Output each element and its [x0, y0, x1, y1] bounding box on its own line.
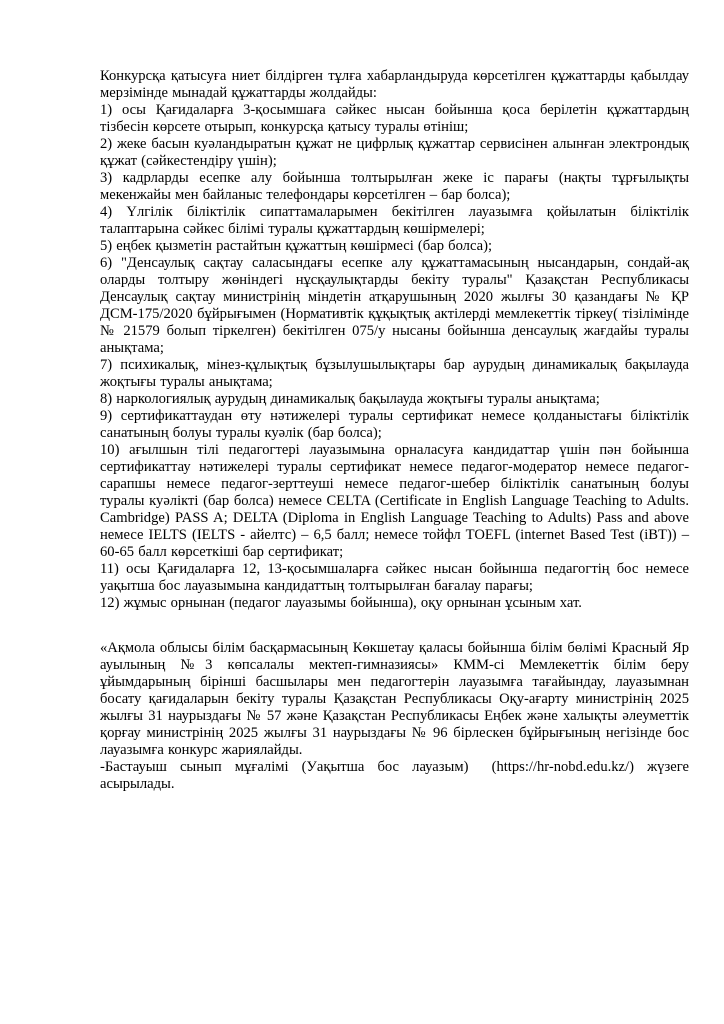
list-item-12: 12) жұмыс орнынан (педагог лауазымы бойынша), оқу орнынан ұсыным хат.: [100, 595, 582, 611]
announcement-paragraph: «Ақмола облысы білім басқармасының Көкшетау қаласы бойынша білім бөлімі Красный Яр ауылының №3 көпсалалы мектеп-гимназиясы» КММ-сі Мемлекеттік білім беру ұйымдарының бірінші басшылары мен педагогтерін лауазымға тағайындау, лауазымнан босату қағидаларын бекіту туралы Қазақстан Республикасы Оқу-ағарту министрінің 2025 жылғы 31 наурыздағы № 57 және Қазақстан Республикасы Еңбек және халықты әлеуметтік қорғау министрінің 2025 жылғы 31 наурыздағы № 96 бірлескен бұйрығының негізінде бос лауазымға конкурс жариялайды.: [100, 640, 689, 758]
vacancy-title: -Бастауыш сынып мұғалімі (Уақытша бос лауазым): [100, 759, 469, 775]
list-item-7: 7) психикалық, мінез-құлықтық бұзылушылықтары бар аурудың динамикалық бақылауда жоқтығы туралы анықтама;: [100, 357, 689, 390]
list-item-11: 11) осы Қағидаларға 12, 13-қосымшаларға сәйкес нысан бойынша педагогтің бос немесе уақытша бос лауазымына кандидаттың толтырылған бағалау парағы;: [100, 561, 689, 594]
list-item-2: 2) жеке басын куәландыратын құжат не цифрлық құжаттар сервисінен алынған электрондық құжат (сәйкестендіру үшін);: [100, 136, 689, 169]
vacancy-line: [100, 759, 689, 793]
vacancy-suffix: жүзеге асырылады.: [100, 759, 689, 792]
list-item-3: 3) кадрларды есепке алу бойынша толтырылған жеке іс парағы (нақты тұрғылықты мекенжайы мен байланыс телефондары көрсетілген – бар болса);: [100, 170, 689, 203]
list-item-1: 1) осы Қағидаларға 3-қосымшаға сәйкес нысан бойынша қоса берілетін құжаттардың тізбесін көрсете отырып, конкурсқа қатысу туралы өтініш;: [100, 102, 689, 135]
list-item-8: 8) наркологиялық аурудың динамикалық бақылауда жоқтығы туралы анықтама;: [100, 391, 600, 407]
vacancy-url: (https://hr-nobd.edu.kz/): [491, 759, 634, 775]
list-item-4: 4) Үлгілік біліктілік сипаттамаларымен бекітілген лауазымға қойылатын біліктілік талаптарына сәйкес білімі туралы құжаттардың көшірмелері;: [100, 204, 689, 237]
list-item-10: 10) ағылшын тілі педагогтері лауазымына орналасуға кандидаттар үшін пән бойынша сертификаттау нәтижелері туралы сертификат немесе педагог-модератор немесе педагог-сарапшы немесе педагог-зерттеуші немесе педагог-шебер біліктілік санатының болуы туралы куәлікті (бар болса) немесе CELTA (Certificate in English Language Teaching to Adults. Cambridge) PASS A; DELTA (Diploma in English Language Teaching to Adults) Pass and above немесе IELTS (IELTS - айелтс) – 6,5 балл; немесе тойфл TOEFL (internet Based Test (iBT)) – 60-65 балл көрсеткіші бар сертификат;: [100, 442, 689, 560]
list-item-6: 6) "Денсаулық сақтау саласындағы есепке алу құжаттамасының нысандарын, сондай-ақ оларды толтыру жөніндегі нұсқаулықтарды бекіту туралы" Қазақстан Республикасы Денсаулық сақтау министрінің міндетін атқарушының 2020 жылғы 30 қазандағы № ҚР ДСМ-175/2020 бұйрығымен (Нормативтік құқықтық актілерді мемлекеттік тіркеу( тізілімінде № 21579 болып тіркелген) бекітілген 075/у нысаны бойынша денсаулық жағдайы туралы анықтама;: [100, 255, 689, 356]
intro-paragraph: Конкурсқа қатысуға ниет білдірген тұлға хабарландыруда көрсетілген құжаттарды қабылдау мерзімінде мынадай құжаттарды жолдайды:: [100, 68, 689, 101]
list-item-9: 9) сертификаттаудан өту нәтижелері туралы сертификат немесе қолданыстағы біліктілік санатының болуы туралы куәлік (бар болса);: [100, 408, 689, 441]
list-item-5: 5) еңбек қызметін растайтын құжаттың көшірмесі (бар болса);: [100, 238, 493, 254]
